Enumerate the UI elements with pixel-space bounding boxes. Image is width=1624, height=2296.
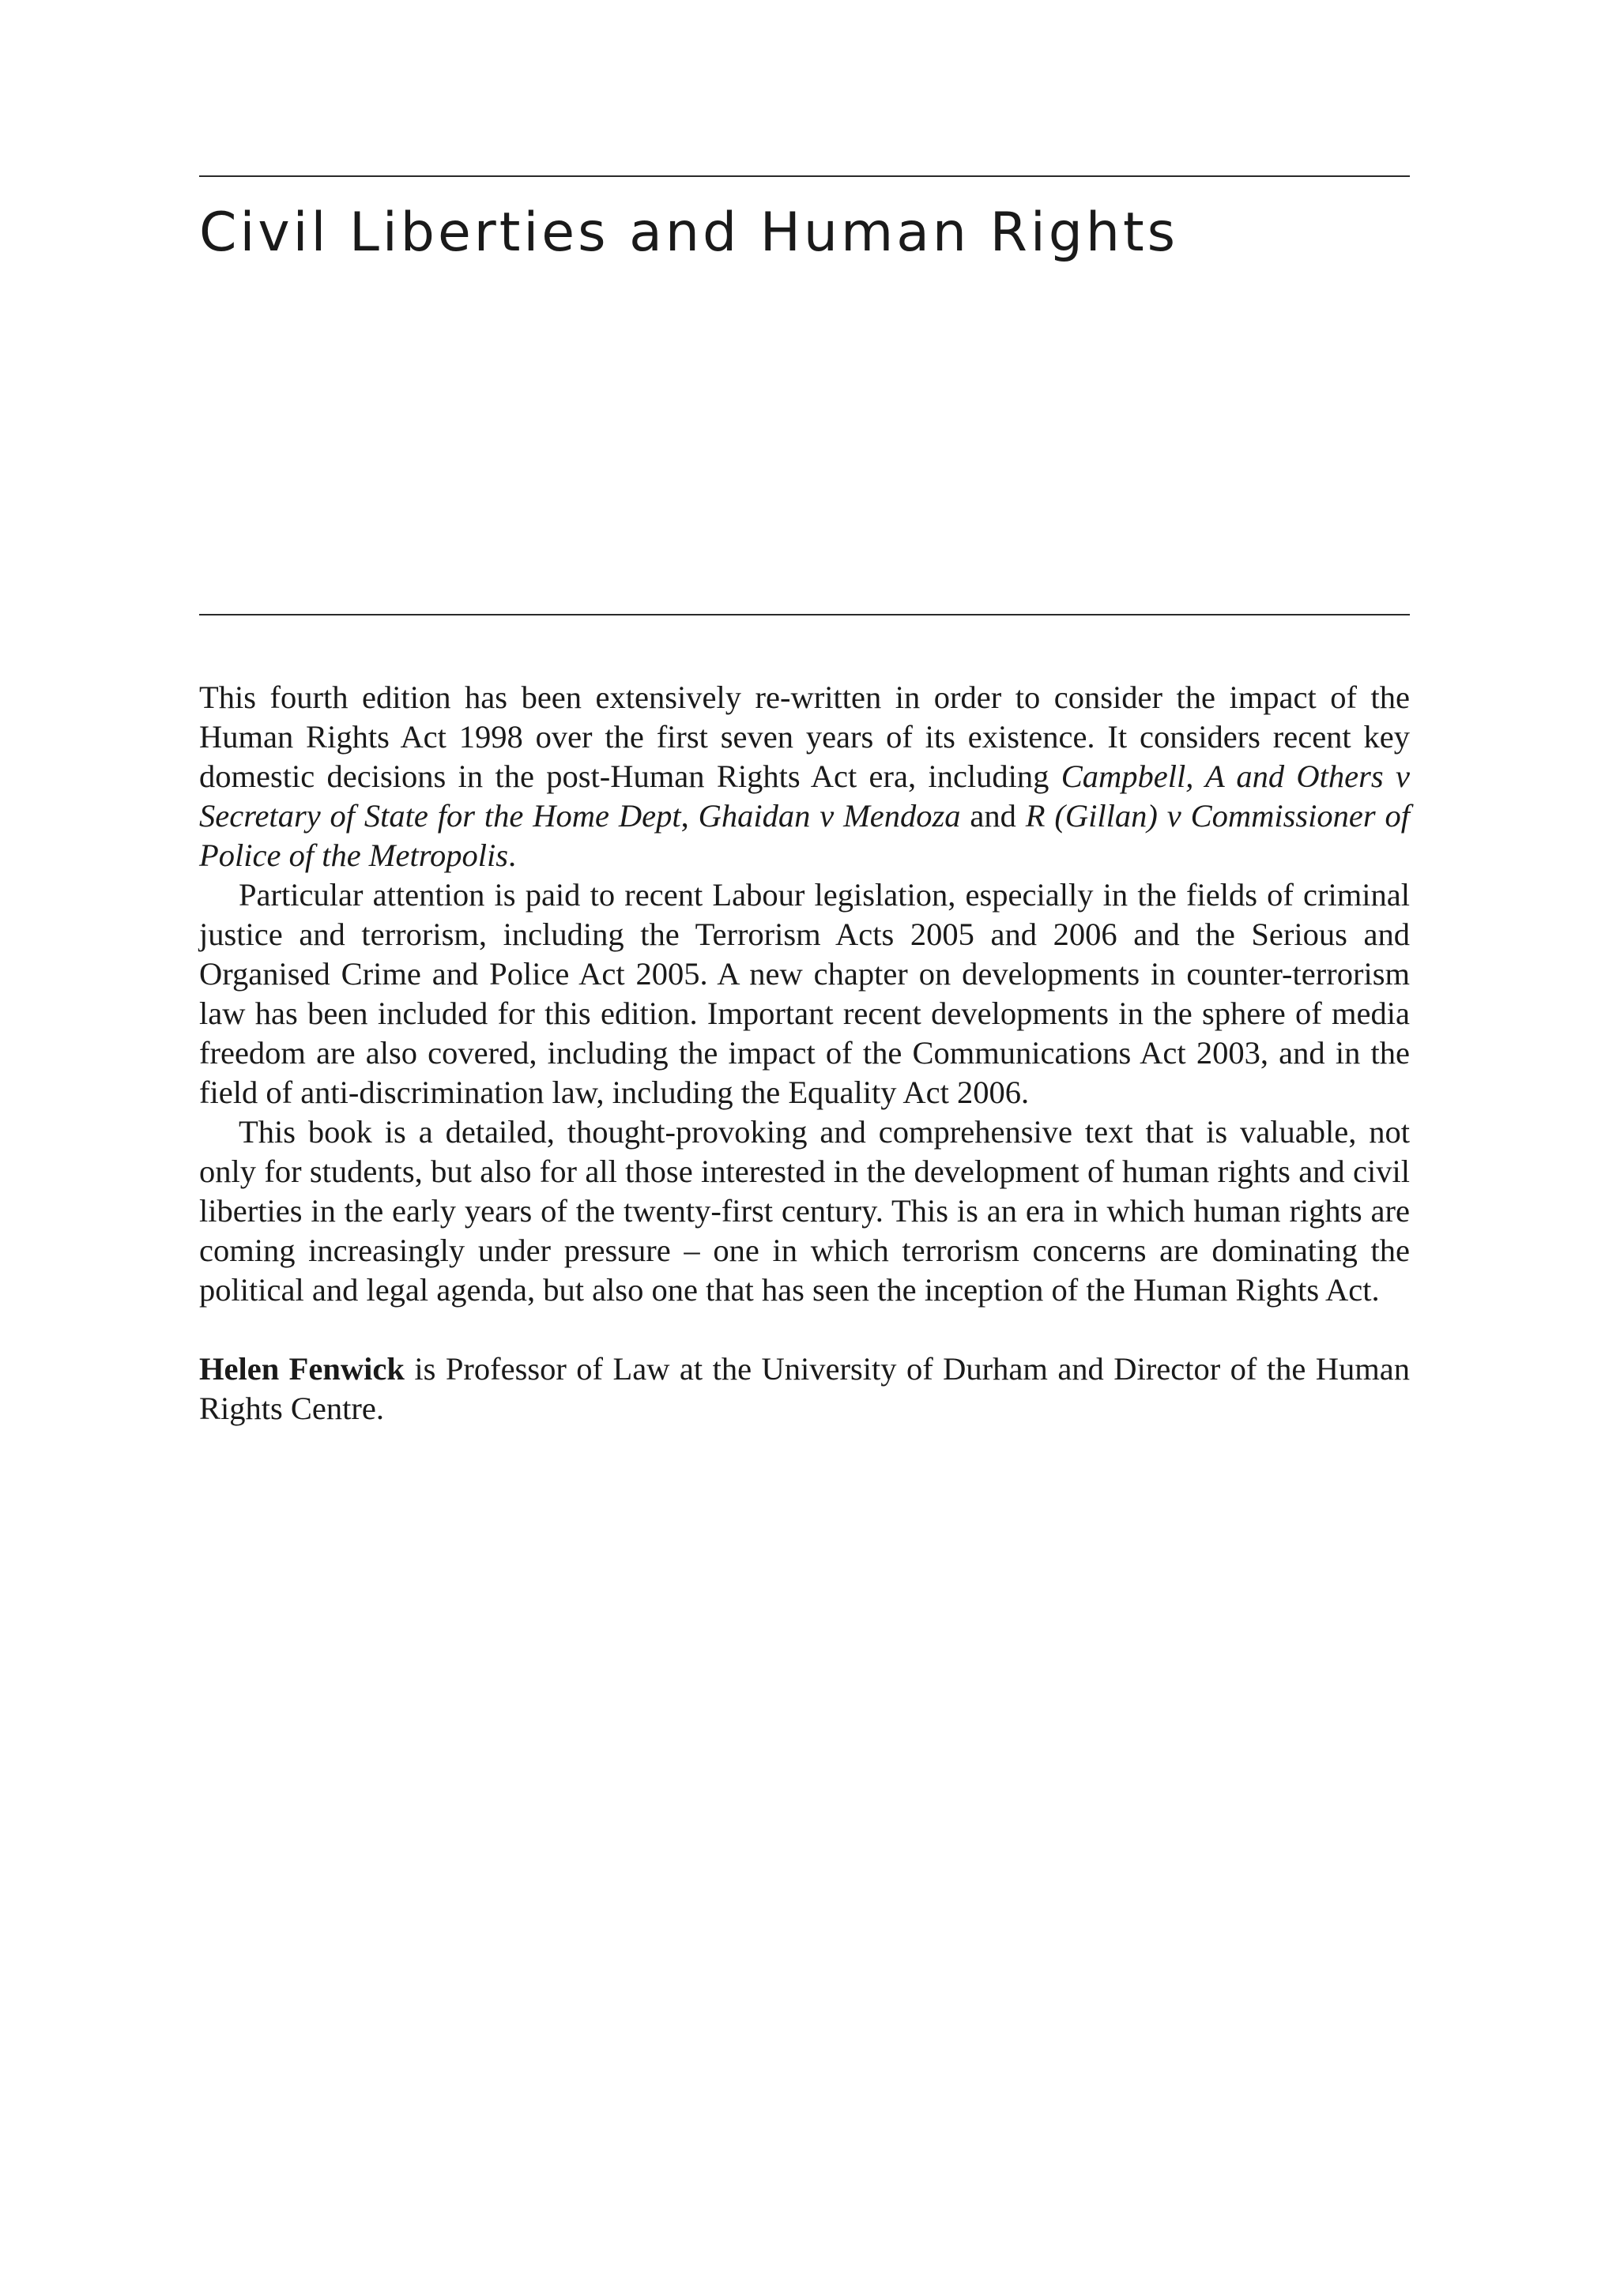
case-citation-ghaidan: Ghaidan v Mendoza: [698, 798, 961, 834]
middle-rule: [199, 614, 1410, 615]
author-bio-text: is Professor of Law at the University of Durham and Director of the Human Rights Centre.: [199, 1351, 1410, 1426]
description-paragraph-2: Particular attention is paid to recent Labour legislation, especially in the fields of criminal justice and terrorism, including the Terrorism Acts 2005 and 2006 and the Serious and Organised Crime and Police Act 2005. A new chapter on developments in counter-terrorism law has been included for this edition. Important recent developments in the sphere of media freedom are also covered, including the impact of the Communications Act 2003, and in the field of anti-discrimination law, including the Equality Act 2006.: [199, 877, 1410, 1110]
description-paragraph-3: This book is a detailed, thought-provoking and comprehensive text that is valuable, not only for students, but also for all those interested in the development of human rights and civil liberties in the early years of the twenty-first century. This is an era in which human rights are coming increasingly under pressure – one in which terrorism concerns are dominating the political and legal agenda, but also one that has seen the inception of the Human Rights Act.: [199, 1114, 1410, 1308]
p1-text-3: and: [960, 798, 1026, 834]
author-name: Helen Fenwick: [199, 1351, 405, 1387]
p1-text-4: .: [508, 837, 517, 873]
book-description: [199, 678, 1410, 1428]
case-citation-gillan: R (Gillan) v Commissioner of Police of the Metropolis: [199, 798, 1410, 873]
p1-text-1: This fourth edition has been extensively re-written in order to consider the impact of the Human Rights Act 1998 over the first seven years of its existence. It considers recent key domestic decisions in the post-Human Rights Act era, including: [199, 679, 1410, 794]
case-citation-campbell: Campbell, A and Others v Secretary of State for the Home Dept: [199, 758, 1410, 834]
p1-text-2: ,: [680, 798, 699, 834]
top-rule: [199, 175, 1410, 177]
description-paragraph-1: [199, 678, 1410, 875]
author-bio: [199, 1349, 1410, 1428]
book-title: Civil Liberties and Human Rights: [199, 201, 1179, 264]
